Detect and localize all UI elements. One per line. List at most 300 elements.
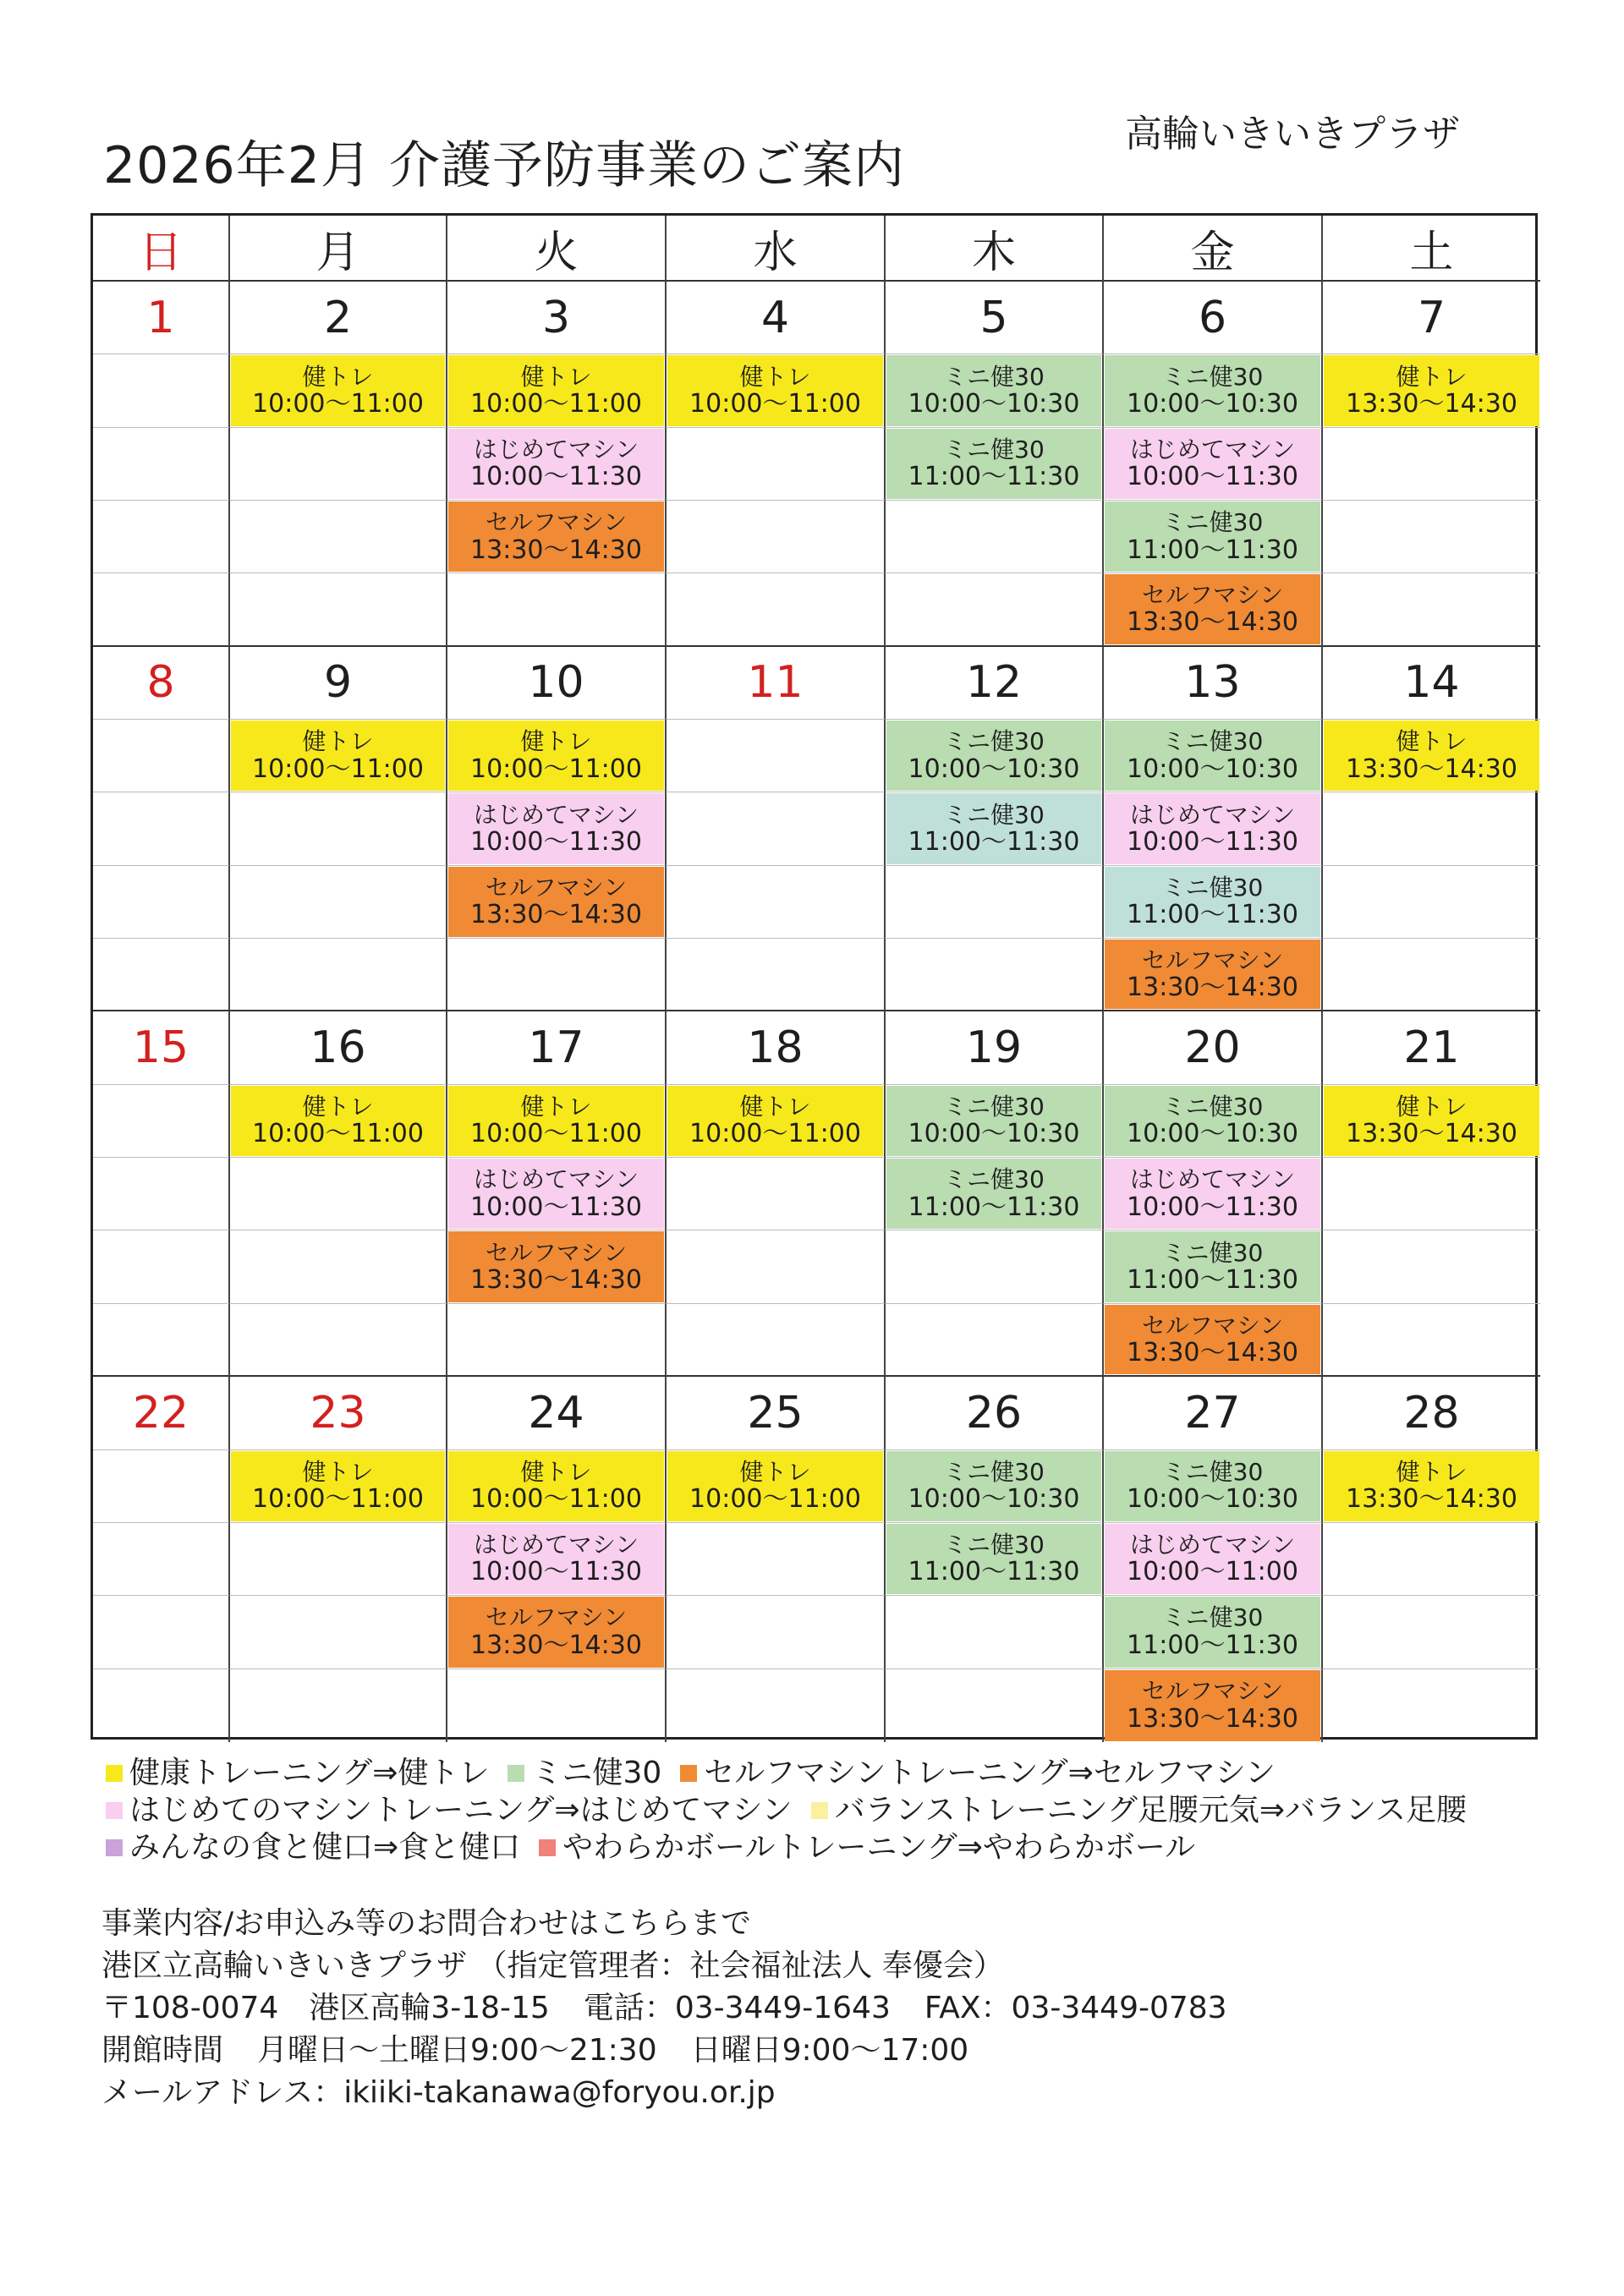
time-slot [1323, 939, 1540, 1011]
time-slot [1104, 1158, 1323, 1230]
time-slot [1104, 866, 1323, 939]
time-slot [886, 1523, 1104, 1596]
time-slot [886, 354, 1104, 427]
time-slot [886, 428, 1104, 501]
time-slot [447, 1304, 667, 1377]
time-slot [93, 1085, 230, 1158]
day-number: 15 [93, 1011, 230, 1084]
event-block [448, 1451, 664, 1521]
event-name: 健トレ [302, 1457, 374, 1486]
legend-item [508, 1755, 661, 1792]
event-block [231, 1451, 445, 1521]
event-name: セルフマシン [1141, 945, 1284, 974]
day-number: 6 [1104, 282, 1323, 354]
time-slot [93, 1230, 230, 1303]
time-slot [667, 720, 886, 792]
event-name: セルフマシン [485, 1238, 628, 1267]
event-time: 11:00～11:30 [908, 1192, 1080, 1222]
day-number: 2 [230, 282, 447, 354]
event-time: 10:00～11:00 [470, 388, 642, 419]
event-block [448, 1597, 664, 1667]
day-number: 17 [447, 1011, 667, 1084]
weekday-header: 火 [447, 216, 667, 282]
time-slot [1104, 354, 1323, 427]
event-time: 13:30～14:30 [1127, 607, 1298, 638]
time-slot [886, 1158, 1104, 1230]
event-block [448, 1159, 664, 1229]
time-slot [1104, 1450, 1323, 1523]
time-slot [667, 1085, 886, 1158]
legend-item [106, 1792, 793, 1829]
org-name: 高輪いきいきプラザ [1125, 112, 1460, 156]
postal-address: 〒108-0074 港区高輪3-18-15 [102, 1991, 550, 2025]
event-name: ミニ健30 [1161, 873, 1264, 901]
day-number: 12 [886, 647, 1104, 720]
time-slot [1104, 720, 1323, 792]
time-slot [93, 1596, 230, 1669]
event-time: 10:00～11:00 [1127, 1557, 1298, 1587]
day-number: 10 [447, 647, 667, 720]
day-number: 1 [93, 282, 230, 354]
event-name: はじめてマシン [1129, 435, 1296, 463]
time-slot [93, 792, 230, 865]
event-time: 10:00～11:00 [470, 753, 642, 784]
time-slot [667, 354, 886, 427]
event-block [1324, 1086, 1539, 1156]
time-slot [447, 866, 667, 939]
legend-label: みんなの食と健口⇒食と健口 [129, 1830, 521, 1865]
day-number: 11 [667, 647, 886, 720]
time-slot [230, 1158, 447, 1230]
footer-hours-line [102, 2030, 1227, 2072]
time-slot [886, 1230, 1104, 1303]
time-slot [1323, 1596, 1540, 1669]
event-time: 10:00～11:00 [252, 388, 424, 419]
day-number: 27 [1104, 1377, 1323, 1449]
legend-item [106, 1755, 489, 1792]
event-name: セルフマシン [1141, 1677, 1284, 1706]
event-name: 健トレ [739, 1092, 811, 1121]
time-slot [886, 792, 1104, 865]
event-name: 健トレ [520, 1457, 592, 1486]
event-name: セルフマシン [485, 873, 628, 901]
time-slot [667, 1669, 886, 1742]
time-slot [886, 1450, 1104, 1523]
weekday-header: 木 [886, 216, 1104, 282]
event-block [1105, 355, 1320, 425]
event-time: 10:00～11:00 [689, 1484, 861, 1515]
time-slot [1104, 939, 1323, 1011]
event-time: 10:00～11:00 [689, 388, 861, 419]
event-block [1324, 355, 1539, 425]
day-number: 5 [886, 282, 1104, 354]
time-slot [667, 428, 886, 501]
time-slot [1323, 1450, 1540, 1523]
weekday-header: 日 [93, 216, 230, 282]
time-slot [447, 573, 667, 646]
event-block [1105, 1524, 1320, 1594]
weekday-header: 土 [1323, 216, 1540, 282]
time-slot [1323, 354, 1540, 427]
time-slot [886, 1596, 1104, 1669]
event-block [1324, 721, 1539, 791]
time-slot [667, 1523, 886, 1596]
event-time: 13:30～14:30 [1127, 1337, 1298, 1367]
legend-label: 健康トレーニング⇒健トレ [129, 1756, 490, 1790]
time-slot [1323, 866, 1540, 939]
day-number: 4 [667, 282, 886, 354]
event-block [667, 1451, 883, 1521]
event-name: ミニ健30 [1161, 508, 1264, 537]
event-block [1105, 1159, 1320, 1229]
time-slot [1104, 1304, 1323, 1377]
event-name: はじめてマシン [473, 1531, 639, 1559]
event-name: ミニ健30 [943, 800, 1045, 829]
time-slot [230, 1669, 447, 1742]
event-block [1105, 721, 1320, 791]
event-name: ミニ健30 [943, 1457, 1045, 1486]
event-block [448, 1086, 664, 1156]
time-slot [1323, 720, 1540, 792]
legend-label: はじめてのマシントレーニング⇒はじめてマシン [129, 1793, 793, 1827]
weekday-header: 月 [230, 216, 447, 282]
email-label: メールアドレス： [102, 2075, 344, 2110]
time-slot [93, 1158, 230, 1230]
time-slot [1323, 1523, 1540, 1596]
event-time: 11:00～11:30 [1127, 1630, 1298, 1660]
time-slot [667, 792, 886, 865]
event-name: セルフマシン [485, 508, 628, 537]
event-name: 健トレ [1396, 727, 1468, 756]
time-slot [93, 354, 230, 427]
time-slot [93, 939, 230, 1011]
event-block [1105, 1305, 1320, 1374]
day-number: 13 [1104, 647, 1323, 720]
event-time: 11:00～11:30 [1127, 1265, 1298, 1296]
event-time: 10:00～10:30 [1127, 1119, 1298, 1149]
event-time: 10:00～10:30 [908, 753, 1080, 784]
time-slot [230, 792, 447, 865]
time-slot [447, 1158, 667, 1230]
event-name: セルフマシン [1141, 1311, 1284, 1340]
time-slot [447, 1085, 667, 1158]
legend-swatch-icon [106, 1765, 123, 1782]
legend-label: ミニ健30 [531, 1756, 662, 1790]
event-time: 10:00～11:30 [470, 1192, 642, 1222]
time-slot [667, 1304, 886, 1377]
time-slot [447, 354, 667, 427]
time-slot [886, 573, 1104, 646]
weekday-header: 水 [667, 216, 886, 282]
event-time: 10:00～11:30 [1127, 462, 1298, 492]
event-name: 健トレ [1396, 362, 1468, 391]
time-slot [1323, 1304, 1540, 1377]
event-block [886, 721, 1101, 791]
event-name: ミニ健30 [1161, 1603, 1264, 1632]
event-block [1105, 501, 1320, 572]
event-block [448, 1524, 664, 1594]
event-name: 健トレ [520, 727, 592, 756]
time-slot [1104, 1230, 1323, 1303]
time-slot [93, 1523, 230, 1596]
event-time: 13:30～14:30 [470, 900, 642, 930]
day-number: 22 [93, 1377, 230, 1449]
event-name: はじめてマシン [473, 435, 639, 463]
day-number: 21 [1323, 1011, 1540, 1084]
day-number: 7 [1323, 282, 1540, 354]
event-block [1105, 429, 1320, 499]
event-block [448, 501, 664, 572]
time-slot [93, 866, 230, 939]
day-number: 26 [886, 1377, 1104, 1449]
event-block [1105, 867, 1320, 937]
event-time: 10:00～11:30 [1127, 1192, 1298, 1222]
event-block [886, 1451, 1101, 1521]
event-time: 13:30～14:30 [1127, 973, 1298, 1003]
time-slot [93, 720, 230, 792]
time-slot [447, 1230, 667, 1303]
fax-number: FAX：03-3449-0783 [924, 1991, 1227, 2025]
time-slot [886, 866, 1104, 939]
event-time: 10:00～10:30 [1127, 753, 1298, 784]
day-number: 14 [1323, 647, 1540, 720]
time-slot [1323, 792, 1540, 865]
time-slot [886, 939, 1104, 1011]
event-name: ミニ健30 [1161, 1092, 1264, 1121]
day-number: 28 [1323, 1377, 1540, 1449]
event-time: 10:00～10:30 [908, 1484, 1080, 1515]
event-block [448, 1231, 664, 1301]
legend-label: セルフマシントレーニング⇒セルフマシン [704, 1756, 1276, 1790]
legend-item [539, 1829, 1195, 1866]
time-slot [230, 501, 447, 573]
event-name: 健トレ [1396, 1092, 1468, 1121]
time-slot [886, 1669, 1104, 1742]
legend-swatch-icon [106, 1802, 123, 1819]
event-time: 10:00～11:30 [1127, 826, 1298, 857]
event-block [1105, 574, 1320, 644]
event-block [1324, 1451, 1539, 1521]
legend-item [811, 1792, 1467, 1829]
time-slot [1323, 1669, 1540, 1742]
weekday-header: 金 [1104, 216, 1323, 282]
event-block [448, 793, 664, 863]
time-slot [230, 1450, 447, 1523]
time-slot [93, 1450, 230, 1523]
time-slot [667, 866, 886, 939]
time-slot [886, 1304, 1104, 1377]
time-slot [1104, 1085, 1323, 1158]
event-name: 健トレ [520, 1092, 592, 1121]
legend [106, 1755, 1620, 1866]
footer-facility-line: 港区立高輪いきいきプラザ （指定管理者：社会福祉法人 奉優会） [102, 1948, 1004, 1983]
legend-swatch-icon [508, 1765, 524, 1782]
time-slot [1104, 573, 1323, 646]
contact-footer [102, 1903, 1227, 2114]
event-name: ミニ健30 [943, 1165, 1045, 1194]
event-time: 10:00～11:00 [252, 753, 424, 784]
event-name: はじめてマシン [473, 1165, 639, 1194]
time-slot [447, 939, 667, 1011]
event-time: 13:30～14:30 [1346, 753, 1517, 784]
event-block [1105, 1670, 1320, 1741]
event-name: はじめてマシン [1129, 1165, 1296, 1194]
event-time: 11:00～11:30 [1127, 534, 1298, 565]
time-slot [667, 501, 886, 573]
time-slot [230, 428, 447, 501]
event-name: ミニ健30 [943, 1092, 1045, 1121]
event-block [667, 355, 883, 425]
event-name: 健トレ [1396, 1457, 1468, 1486]
event-name: ミニ健30 [1161, 727, 1264, 756]
day-number: 19 [886, 1011, 1104, 1084]
day-number: 8 [93, 647, 230, 720]
footer-inquiry-line: 事業内容/お申込み等のお問合わせはこちらまで [102, 1906, 752, 1941]
day-number: 3 [447, 282, 667, 354]
time-slot [447, 428, 667, 501]
event-time: 13:30～14:30 [1127, 1703, 1298, 1734]
time-slot [667, 1596, 886, 1669]
legend-swatch-icon [106, 1839, 123, 1856]
event-name: ミニ健30 [943, 1531, 1045, 1559]
event-time: 10:00～10:30 [908, 388, 1080, 419]
event-block [886, 793, 1101, 863]
legend-item [680, 1755, 1276, 1792]
time-slot [886, 720, 1104, 792]
event-time: 10:00～11:00 [252, 1484, 424, 1515]
time-slot [1323, 501, 1540, 573]
day-number: 9 [230, 647, 447, 720]
event-name: ミニ健30 [943, 727, 1045, 756]
legend-swatch-icon [680, 1765, 697, 1782]
legend-line [106, 1829, 1620, 1866]
time-slot [230, 1523, 447, 1596]
time-slot [230, 720, 447, 792]
time-slot [230, 354, 447, 427]
time-slot [230, 866, 447, 939]
event-time: 13:30～14:30 [470, 534, 642, 565]
day-number: 18 [667, 1011, 886, 1084]
time-slot [1104, 1523, 1323, 1596]
time-slot [667, 573, 886, 646]
hours-label: 開館時間 [102, 2033, 224, 2068]
day-number: 24 [447, 1377, 667, 1449]
phone-number: 電話：03-3449-1643 [583, 1991, 891, 2025]
day-number: 25 [667, 1377, 886, 1449]
event-block [231, 1086, 445, 1156]
time-slot [1323, 428, 1540, 501]
time-slot [447, 1523, 667, 1596]
time-slot [667, 1230, 886, 1303]
event-name: ミニ健30 [943, 362, 1045, 391]
time-slot [230, 1304, 447, 1377]
time-slot [447, 720, 667, 792]
event-block [231, 355, 445, 425]
legend-line [106, 1755, 1620, 1792]
event-time: 10:00～10:30 [908, 1119, 1080, 1149]
time-slot [447, 1669, 667, 1742]
time-slot [93, 1304, 230, 1377]
event-block [231, 721, 445, 791]
time-slot [230, 1596, 447, 1669]
event-block [1105, 1231, 1320, 1301]
time-slot [1323, 1230, 1540, 1303]
time-slot [1323, 1158, 1540, 1230]
time-slot [1104, 501, 1323, 573]
event-name: 健トレ [739, 1457, 811, 1486]
event-time: 10:00～11:00 [470, 1119, 642, 1149]
event-block [886, 355, 1101, 425]
event-block [1105, 1451, 1320, 1521]
hours-weekday: 月曜日～土曜日9:00～21:30 [257, 2033, 657, 2068]
time-slot [447, 792, 667, 865]
event-block [886, 1524, 1101, 1594]
time-slot [1323, 1085, 1540, 1158]
email-link[interactable]: ikiiki-takanawa@foryou.or.jp [343, 2075, 776, 2110]
event-time: 10:00～10:30 [1127, 388, 1298, 419]
time-slot [93, 573, 230, 646]
event-name: セルフマシン [485, 1603, 628, 1632]
event-time: 13:30～14:30 [1346, 388, 1517, 419]
event-name: 健トレ [302, 362, 374, 391]
time-slot [93, 428, 230, 501]
event-block [667, 1086, 883, 1156]
event-time: 10:00～10:30 [1127, 1484, 1298, 1515]
calendar-grid [91, 213, 1538, 1740]
event-block [448, 355, 664, 425]
event-time: 10:00～11:30 [470, 1557, 642, 1587]
time-slot [1104, 792, 1323, 865]
event-name: ミニ健30 [1161, 1238, 1264, 1267]
time-slot [667, 939, 886, 1011]
legend-label: バランストレーニング足腰元気⇒バランス足腰 [834, 1793, 1467, 1827]
time-slot [447, 501, 667, 573]
event-block [1105, 1086, 1320, 1156]
event-time: 13:30～14:30 [1346, 1119, 1517, 1149]
event-name: はじめてマシン [473, 800, 639, 829]
event-time: 13:30～14:30 [470, 1630, 642, 1660]
time-slot [230, 1230, 447, 1303]
event-name: 健トレ [520, 362, 592, 391]
time-slot [1104, 1596, 1323, 1669]
time-slot [1104, 1669, 1323, 1742]
footer-email-line [102, 2072, 1227, 2114]
event-block [1105, 940, 1320, 1009]
event-time: 11:00～11:30 [908, 826, 1080, 857]
legend-swatch-icon [811, 1802, 828, 1819]
time-slot [667, 1450, 886, 1523]
event-name: 健トレ [302, 727, 374, 756]
event-block [886, 1159, 1101, 1229]
time-slot [667, 1158, 886, 1230]
event-time: 11:00～11:30 [908, 1557, 1080, 1587]
legend-line [106, 1792, 1620, 1829]
time-slot [93, 501, 230, 573]
event-block [448, 867, 664, 937]
time-slot [93, 1669, 230, 1742]
event-time: 10:00～11:30 [470, 462, 642, 492]
page-title: 2026年2月 介護予防事業のご案内 [103, 136, 905, 195]
event-name: はじめてマシン [1129, 800, 1296, 829]
day-number: 16 [230, 1011, 447, 1084]
event-time: 10:00～11:00 [470, 1484, 642, 1515]
event-name: はじめてマシン [1129, 1531, 1296, 1559]
time-slot [447, 1450, 667, 1523]
time-slot [886, 501, 1104, 573]
day-number: 23 [230, 1377, 447, 1449]
event-time: 10:00～11:00 [689, 1119, 861, 1149]
event-time: 10:00～11:00 [252, 1119, 424, 1149]
